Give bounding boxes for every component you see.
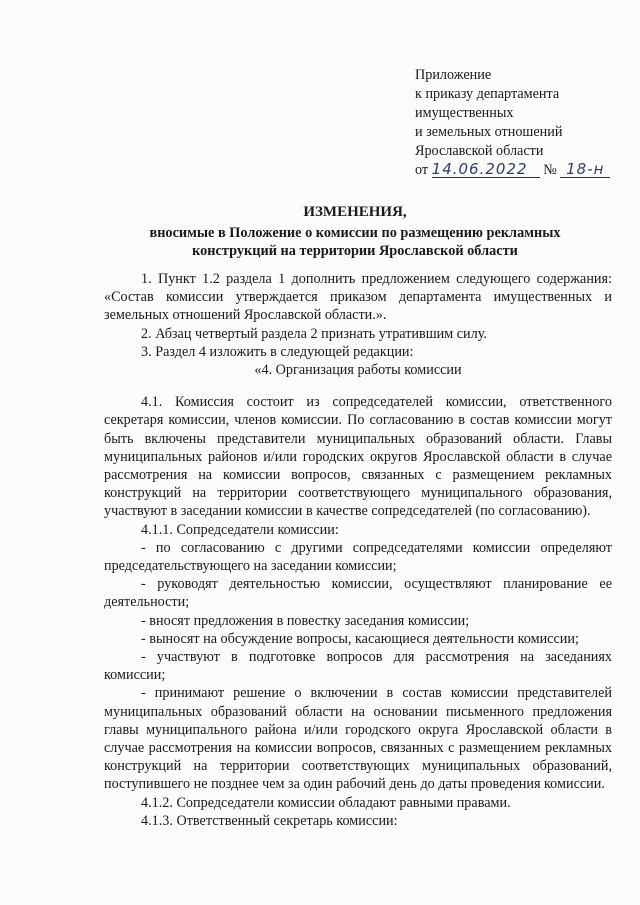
order-reference (415, 161, 610, 180)
duty-item: - по согласованию с другими сопредседателями комиссии определяют председательствующего на заседании комиссии; (104, 539, 612, 575)
approval-stamp-block (415, 66, 610, 180)
paragraph-4-1-1: 4.1.1. Сопредседатели комиссии: (141, 521, 339, 538)
approval-line: и земельных отношений (415, 124, 563, 140)
duty-item: - принимают решение о включении в состав комиссии представителей муниципальных образований области на основании письменного предложения главы муниципального района и/или городского округа Ярославской области в случае рассмотрения на комиссии вопросов, связанных с размещением рекламных конструкций на территории соответствующих муниципальных образований, поступившего не позднее чем за один рабочий день до даты проведения комиссии. (104, 685, 612, 793)
document-body (104, 270, 612, 830)
paragraph-4-1-2: 4.1.2. Сопредседатели комиссии обладают равными правами. (141, 794, 511, 811)
approval-line: имущественных (415, 105, 514, 121)
duty-item: - руководят деятельностью комиссии, осуществляют планирование ее деятельности; (104, 576, 612, 611)
paragraph-4-1-3: 4.1.3. Ответственный секретарь комиссии: (141, 812, 398, 829)
duty-item: - участвуют в подготовке вопросов для рассмотрения на заседаниях комиссии; (104, 649, 612, 684)
title-subline: конструкций на территории Ярославской области (192, 243, 518, 259)
paragraph-item-3: 3. Раздел 4 изложить в следующей редакции: (141, 343, 414, 360)
paragraph-item-1: 1. Пункт 1.2 раздела 1 дополнить предложением следующего содержания: «Состав комиссии утверждается приказом департамента имущественных и земельных отношений Ярославской области.». (104, 271, 612, 324)
spacer (104, 379, 612, 393)
paragraph-item-2: 2. Абзац четвертый раздела 2 признать утратившим силу. (141, 325, 487, 342)
paragraph-4-1: 4.1. Комиссия состоит из сопредседателей комиссии, ответственного секретаря комиссии, членов комиссии. По согласованию в состав комиссии могут быть включены представители муниципальных образований области. Главы муниципальных районов и/или городских округов Ярославской области в случае рассмотрения на комиссии вопросов, связанных с размещением рекламных конструкций на территории соответствующего муниципального образования, участвуют в заседании комиссии в качестве сопредседателей (по согласованию). (104, 394, 612, 520)
title-main: ИЗМЕНЕНИЯ, (303, 204, 407, 220)
title-subline: вносимые в Положение о комиссии по размещению рекламных (149, 225, 561, 241)
approval-line: Приложение (415, 67, 492, 83)
approval-line: Ярославской области (415, 143, 544, 159)
document-title (100, 203, 610, 260)
section-heading: «4. Организация работы комиссии (254, 362, 462, 379)
duty-item: - вносят предложения в повестку заседания комиссии; (141, 612, 470, 629)
order-prefix: от (415, 162, 429, 178)
order-number-label: № (543, 162, 557, 178)
handwritten-order-number: 18-н (560, 161, 610, 178)
approval-line: к приказу департамента (415, 86, 560, 102)
duty-item: - выносят на обсуждение вопросы, касающиеся деятельности комиссии; (141, 630, 579, 647)
handwritten-order-date: 14.06.2022 (432, 161, 540, 178)
